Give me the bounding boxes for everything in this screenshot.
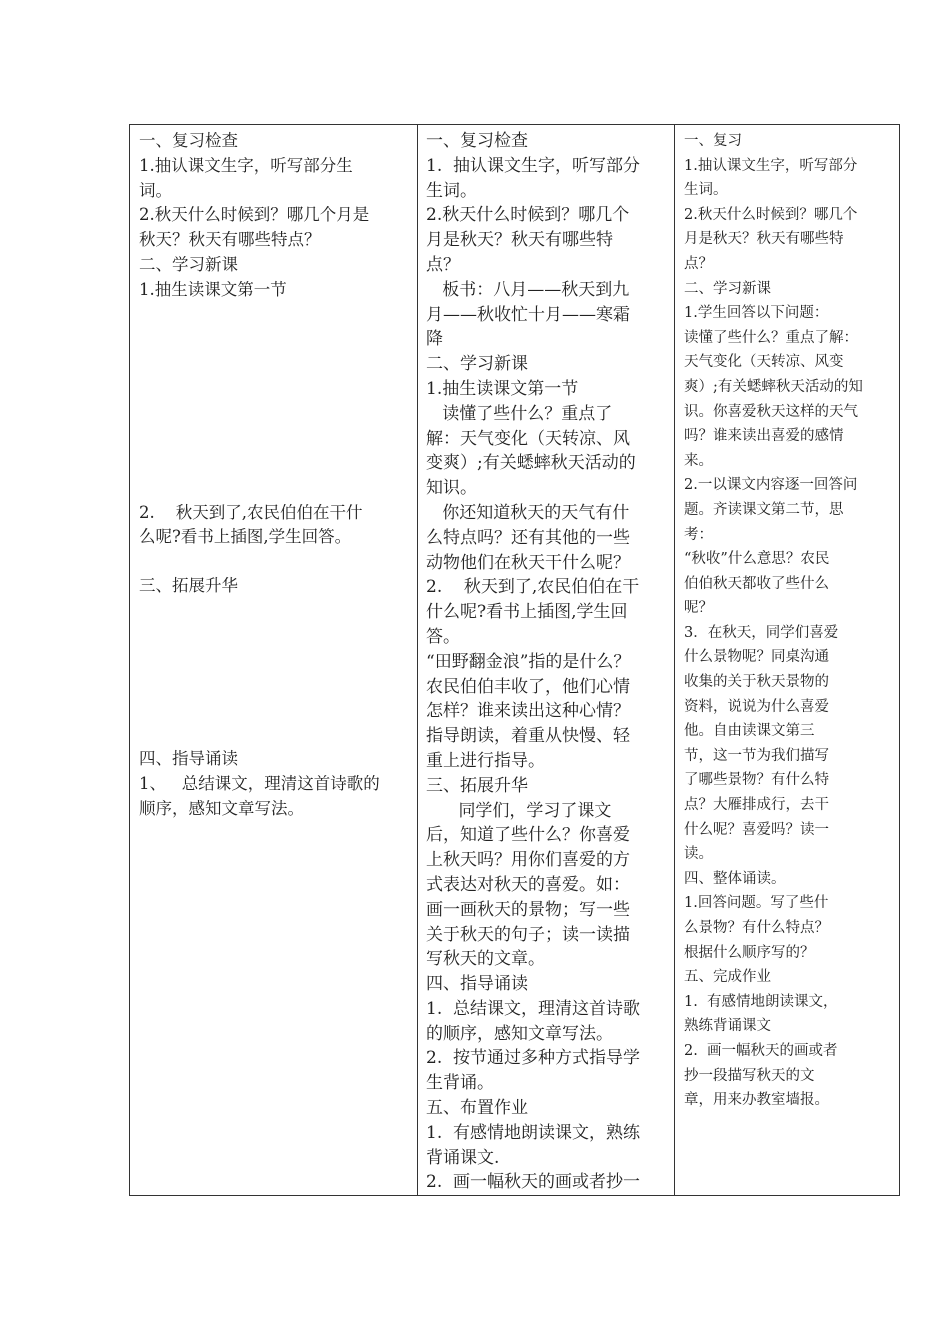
text-line: 你还知道秋天的天气有什 (426, 502, 630, 523)
text-line: 考： (684, 526, 713, 543)
text-line: 解：天气变化（天转凉、风 (426, 428, 630, 449)
text-line: 熟练背诵课文 (684, 1018, 771, 1035)
text-line: 四、指导诵读 (426, 974, 528, 995)
text-line: 章，用来办教室墙报。 (684, 1092, 829, 1109)
text-line: 读。 (684, 846, 713, 863)
lesson-plan-table (129, 124, 900, 1196)
text-line: 生词。 (684, 182, 728, 199)
text-line: 后，知道了些什么？你喜爱 (426, 825, 630, 846)
text-line: 点？大雁排成行，去干 (684, 797, 829, 814)
text-line: 题。齐读课文第二节，思 (684, 501, 844, 518)
text-line: 什么呢?看书上插图,学生回 (426, 602, 628, 623)
text-line: 抄一段描写秋天的文 (684, 1067, 815, 1084)
column-right (675, 125, 899, 1195)
text-line: 月是秋天？秋天有哪些特 (426, 230, 613, 251)
text-line: 2. 画一幅秋天的画或者 (684, 1042, 838, 1059)
text-line: 收集的关于秋天景物的 (684, 674, 829, 691)
text-line: 了哪些景物？有什么特 (684, 772, 829, 789)
text-line: “田野翻金浪”指的是什么？ (426, 651, 631, 672)
text-line: 上秋天吗？用你们喜爱的方 (426, 850, 630, 871)
text-line: 一、复习检查 (139, 131, 238, 150)
text-line: 读懂了些什么？重点了 (426, 403, 613, 424)
text-line: 么景物？有什么特点？ (684, 920, 829, 936)
text-line: 么特点吗？还有其他的一些 (426, 527, 630, 548)
text-line: 他。自由读课文第三 (684, 723, 815, 740)
column-left (130, 125, 418, 1195)
text-line: 生背诵。 (426, 1073, 494, 1094)
text-line: 3．在秋天，同学们喜爱 (684, 624, 839, 641)
text-line: 2. 秋天到了,农民伯伯在干什 (139, 502, 363, 522)
text-line: 什么呢？喜爱吗？读一 (684, 821, 829, 838)
text-line: 写秋天的文章。 (426, 949, 545, 970)
text-line: 2.秋天什么时候到？哪几个月是 (139, 205, 370, 225)
text-line: 四、指导诵读 (139, 748, 238, 768)
text-line: 么呢?看书上插图,学生回答。 (139, 527, 352, 547)
text-line: “秋收”什么意思？农民 (684, 551, 830, 568)
text-line: 1.抽认课文生字，听写部分生 (139, 155, 353, 175)
text-line: 二、学习新课 (139, 254, 238, 274)
text-line: 资料，说说为什么喜爱 (684, 698, 829, 715)
text-line: 根据什么顺序写的？ (684, 944, 815, 961)
text-line: 吗？谁来读出喜爱的感情 (684, 428, 844, 445)
text-line: 秋天？秋天有哪些特点？ (139, 230, 321, 250)
text-line: 2.秋天什么时候到？哪几个 (684, 206, 858, 223)
right-lines (684, 129, 893, 1113)
text-line: 背诵课文. (426, 1147, 500, 1168)
text-line: 2. 秋天到了,农民伯伯在干 (426, 577, 640, 598)
text-line: 识。你喜爱秋天这样的天气 (684, 403, 858, 420)
text-line: 1.学生回答以下问题： (684, 305, 829, 322)
text-line: 呢？ (684, 600, 713, 617)
text-line: 1.回答问题。写了些什 (684, 895, 829, 912)
text-line: 读懂了些什么？重点了解： (684, 329, 858, 346)
text-line: 来。 (684, 452, 713, 469)
left-block-review (139, 129, 409, 303)
text-line: 一、复习检查 (426, 131, 528, 151)
text-line: 点？ (426, 254, 460, 275)
left-block-extension (139, 574, 409, 599)
text-line: 二、学习新课 (684, 280, 771, 297)
text-line: 伯伯秋天都收了些什么 (684, 575, 829, 592)
text-line: 1. 有感情地朗读课文，熟练 (426, 1122, 641, 1143)
spacer (139, 550, 409, 574)
text-line: 同学们，学习了课文 (426, 800, 612, 821)
text-line: 农民伯伯丰收了，他们心情 (426, 676, 630, 697)
text-line: 答。 (426, 626, 460, 647)
text-line: 爽）;有关蟋蟀秋天活动的知 (684, 378, 863, 395)
text-line: 生词。 (426, 180, 477, 201)
column-middle (418, 125, 675, 1195)
text-line: 词。 (139, 180, 172, 200)
text-line: 画一画秋天的景物；写一些 (426, 899, 630, 920)
text-line: 三、拓展升华 (139, 576, 238, 596)
text-line: 顺序，感知文章写法。 (139, 798, 304, 818)
text-line: 1. 抽认课文生字，听写部分 (426, 155, 641, 176)
spacer (139, 303, 409, 501)
text-line: 2. 画一幅秋天的画或者抄一 (426, 1172, 641, 1193)
text-line: 板书：八月——秋天到九 (426, 279, 630, 300)
text-line: 五、完成作业 (684, 969, 771, 986)
middle-lines (426, 129, 668, 1195)
text-line: 1. 有感情地朗读课文， (684, 993, 838, 1010)
text-line: 怎样？谁来读出这种心情？ (426, 701, 630, 722)
text-line: 1.抽生读课文第一节 (139, 279, 287, 299)
text-line: 重上进行指导。 (426, 750, 545, 771)
text-line: 的顺序，感知文章写法。 (426, 1023, 613, 1044)
text-line: 点？ (684, 255, 713, 272)
left-block-recitation (139, 747, 409, 821)
text-line: 1. 总结课文，理清这首诗歌 (426, 998, 641, 1019)
text-line: 四、整体诵读。 (684, 870, 786, 887)
spacer (139, 599, 409, 747)
text-line: 指导朗读，着重从快慢、轻 (426, 726, 630, 747)
text-line: 降 (426, 329, 443, 350)
text-line: 三、拓展升华 (426, 775, 528, 796)
text-line: 月是秋天？秋天有哪些特 (684, 231, 844, 248)
text-line: 2.一以课文内容逐一回答问 (684, 477, 858, 494)
text-line: 动物他们在秋天干什么呢？ (426, 552, 630, 573)
text-line: 天气变化（天转凉、风变 (684, 354, 844, 371)
text-line: 式表达对秋天的喜爱。如： (426, 874, 630, 895)
text-line: 变爽）;有关蟋蟀秋天活动的 (426, 453, 636, 474)
left-block-step2 (139, 501, 409, 551)
text-line: 月——秋收忙十月——寒霜 (426, 304, 630, 325)
text-line: 什么景物呢？同桌沟通 (684, 649, 829, 666)
text-line: 一、复习 (684, 133, 742, 149)
text-line: 1、 总结课文，理清这首诗歌的 (139, 773, 380, 793)
text-line: 1.抽认课文生字，听写部分 (684, 157, 858, 174)
text-line: 节，这一节为我们描写 (684, 747, 829, 764)
text-line: 2.秋天什么时候到？哪几个 (426, 205, 630, 226)
text-line: 二、学习新课 (426, 354, 528, 375)
text-line: 五、布置作业 (426, 1098, 528, 1119)
text-line: 2. 按节通过多种方式指导学 (426, 1048, 641, 1069)
text-line: 关于秋天的句子；读一读描 (426, 924, 630, 945)
text-line: 知识。 (426, 478, 477, 499)
text-line: 1.抽生读课文第一节 (426, 378, 579, 399)
